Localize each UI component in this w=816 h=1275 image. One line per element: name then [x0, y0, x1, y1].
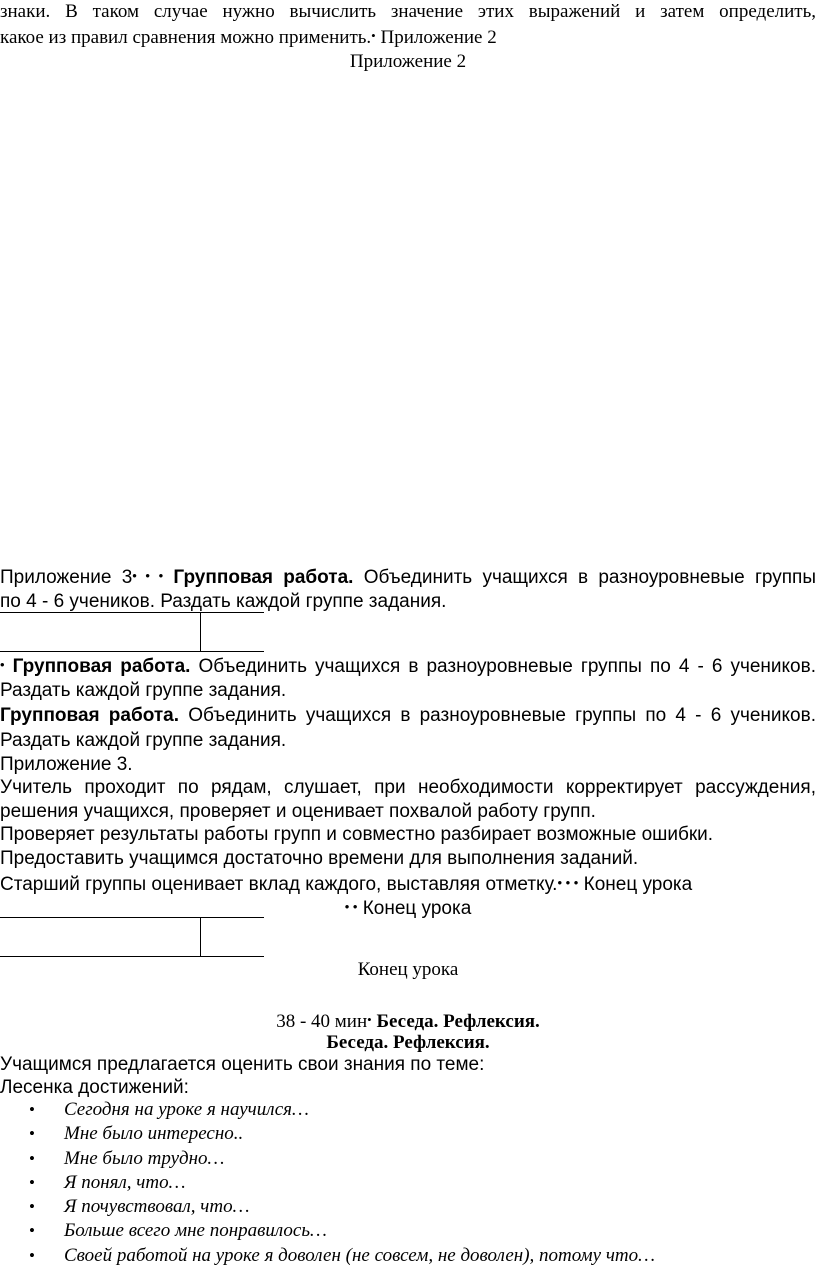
text-line: Объединить учащихся в разноуровневые группы по 4 - 6 учеников. [179, 705, 816, 726]
group-work-title: Групповая работа. [0, 705, 179, 726]
reflection-title: Беседа. Рефлексия. [371, 1011, 540, 1032]
text-line: Раздать каждой группе задания. [0, 680, 287, 701]
teacher-line [0, 775, 816, 800]
bullets-icon: • • [344, 899, 358, 914]
list-item-text: Я почувствовал, что… [64, 1196, 250, 1218]
reflection-title: Беседа. Рефлексия. [326, 1032, 490, 1053]
bullets-icon: • • • [557, 875, 579, 890]
bullet-icon: • [29, 1172, 35, 1192]
list-item-text: Своей работой на уроке я доволен (не совсем, не доволен), потому что… [64, 1244, 656, 1266]
reflection-list [0, 1098, 655, 1268]
text-line: Раздать каждой группе задания. [0, 730, 287, 751]
bullet-icon: • [371, 28, 376, 43]
heading-text: Приложение 2 [349, 51, 467, 72]
group-work-line [0, 728, 286, 754]
list-item-text: Сегодня на уроке я научился… [64, 1099, 309, 1120]
list-item [0, 1147, 655, 1171]
list-item-text: Я понял, что… [64, 1171, 186, 1193]
list-item-text: Больше всего мне понравилось… [64, 1220, 327, 1242]
text-line: знаки. В таком случае нужно вычислить значение этих выражений и затем определить, [0, 1, 816, 22]
text-line: Объединить учащихся в разноуровневые группы [353, 567, 816, 588]
bullet-icon: • [29, 1221, 35, 1241]
reflection-heading [0, 1031, 816, 1055]
end-of-lesson-heading [0, 958, 816, 982]
list-item-text: Мне было интересно.. [64, 1123, 244, 1145]
table-cell [201, 918, 264, 956]
text-line: по 4 - 6 учеников. Раздать каждой группе задания. [0, 591, 447, 612]
teacher-line [0, 799, 596, 824]
heading-text: Конец урока [357, 959, 459, 980]
end-label: Конец урока [578, 874, 693, 895]
paragraph-line [0, 24, 497, 50]
list-item [0, 1195, 655, 1219]
bullet-icon: • [29, 1100, 35, 1119]
group-work-line [0, 678, 286, 704]
appendix-label: Приложение 3 [0, 567, 133, 588]
group-work-title: Групповая работа. [173, 567, 354, 588]
list-item [0, 1098, 655, 1122]
text-line: Учащимся предлагается оценить свои знания по теме: [0, 1054, 485, 1075]
empty-table [0, 612, 264, 652]
text-line: Предоставить учащимся достаточно времени для выполнения заданий. [0, 848, 639, 869]
text-line: Старший группы оценивает вклад каждого, выставляя отметку. [0, 874, 558, 895]
appendix-2-heading [0, 50, 816, 74]
text-line: Объединить учащихся в разноуровневые группы по 4 - 6 учеников. [190, 656, 816, 677]
senior-line [0, 870, 692, 897]
bullet-icon: • [29, 1197, 35, 1217]
group-work-line [0, 652, 816, 680]
check-line [0, 822, 713, 847]
text-line: Проверяет результаты работы групп и совместно разбирает возможные ошибки. [0, 824, 714, 845]
list-item-text: Мне было трудно… [64, 1147, 225, 1169]
bullet-icon: • [29, 1245, 35, 1265]
list-item [0, 1219, 655, 1243]
end-label: Конец урока [357, 898, 472, 919]
text-line: Учитель проходит по рядам, слушает, при необходимости корректирует рассуждения, [0, 777, 816, 798]
bullet-icon: • [0, 657, 5, 672]
group-work-line [0, 563, 816, 591]
text-line: решения учащихся, проверяет и оценивает похвалой работу групп. [0, 801, 596, 822]
reflection-intro [0, 1053, 484, 1077]
list-item [0, 1122, 655, 1146]
bullets-icon: • • • [132, 568, 164, 583]
list-item [0, 1171, 655, 1195]
ladder-label [0, 1076, 189, 1100]
text-line: какое из правил сравнения можно применить. [0, 27, 372, 48]
table-cell [0, 613, 201, 651]
text-line: Приложение 3. [0, 754, 133, 775]
list-item [0, 1244, 655, 1268]
table-cell [201, 613, 264, 651]
appendix-label: Приложение 2 [375, 27, 497, 48]
time-label: 38 - 40 мин [276, 1011, 368, 1032]
empty-table [0, 917, 264, 957]
paragraph-line [0, 0, 816, 24]
bullet-icon: • [29, 1148, 35, 1168]
text-line: Лесенка достижений: [0, 1077, 189, 1098]
bullet-icon: • [29, 1124, 35, 1144]
group-work-line [0, 703, 816, 729]
table-cell [0, 918, 201, 956]
group-work-title: Групповая работа. [4, 656, 191, 677]
time-line [0, 846, 638, 871]
bullet-icon: • [367, 1012, 372, 1027]
